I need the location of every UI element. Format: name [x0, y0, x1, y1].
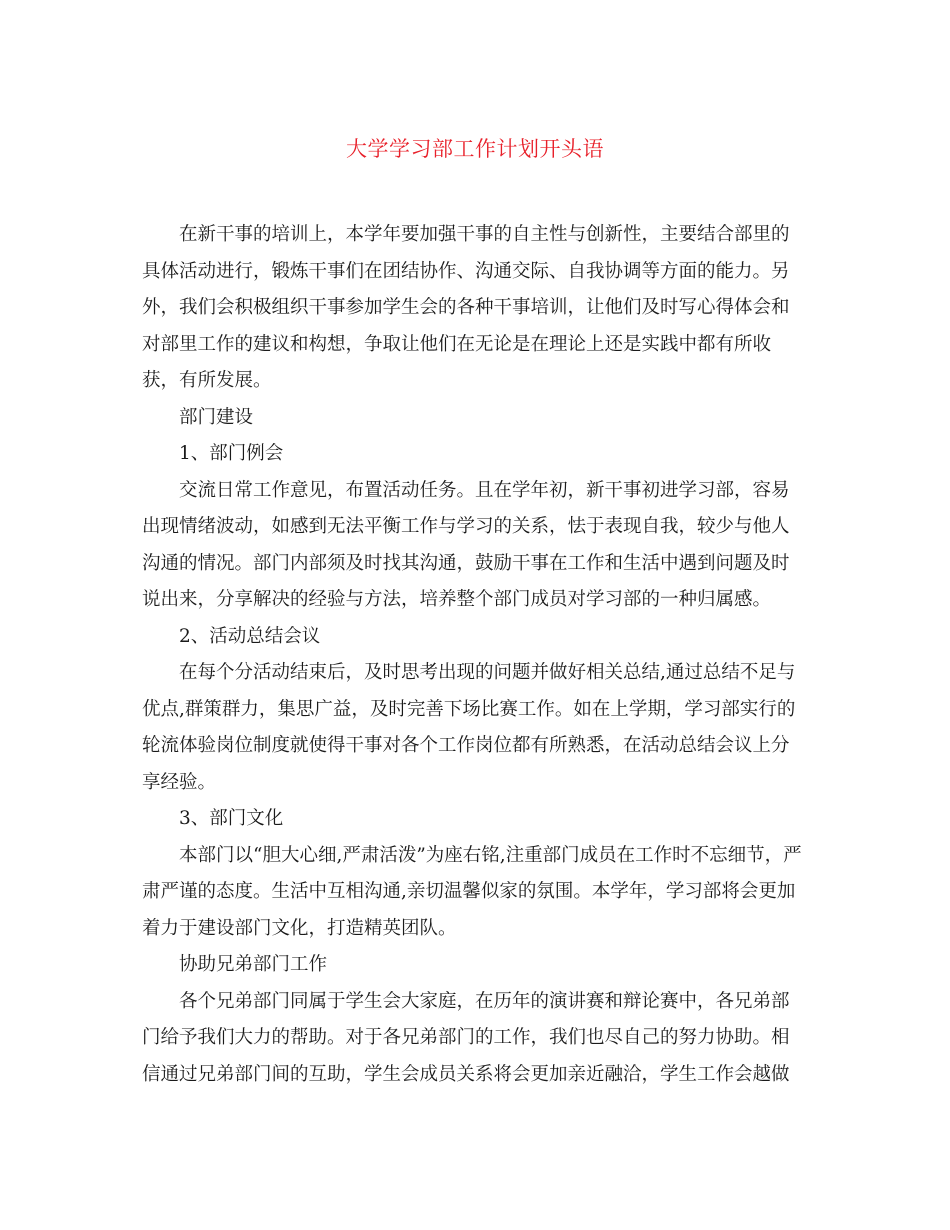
paragraph-activity-summary-meeting: 在每个分活动结束后，及时思考出现的问题并做好相关总结,通过总结不足与优点,群策群力，集思广益，及时完善下场比赛工作。如在上学期，学习部实行的轮流体验岗位制度就使得干事对各个工作岗位都有所熟悉，在活动总结会议上分享经验。: [142, 662, 796, 793]
subheading-department-culture: 3、部门文化: [179, 808, 284, 829]
section-heading-department-building: 部门建设: [179, 406, 254, 428]
subheading-activity-summary-meeting: 2、活动总结会议: [179, 625, 321, 647]
section-heading-assist-departments: 协助兄弟部门工作: [179, 954, 328, 975]
paragraph-training: 在新干事的培训上，本学年要加强干事的自主性与创新性，主要结合部里的具体活动进行，锻炼干事们在团结协作、沟通交际、自我协调等方面的能力。另外，我们会积极组织干事参加学生会的各种干事培训，让他们及时写心得体会和对部里工作的建议和构想，争取让他们在无论是在理论上还是实践中都有所收获，有所发展。: [142, 224, 790, 391]
document-title: 大学学习部工作计划开头语: [346, 137, 604, 161]
paragraph-department-culture: 本部门以“胆大心细,严肃活泼”为座右铭,注重部门成员在工作时不忘细节，严肃严谨的态度。生活中互相沟通,亲切温馨似家的氛围。本学年，学习部将会更加着力于建设部门文化，打造精英团队。: [142, 844, 802, 939]
paragraph-assist-departments: 各个兄弟部门同属于学生会大家庭，在历年的演讲赛和辩论赛中，各兄弟部门给予我们大力的帮助。对于各兄弟部门的工作，我们也尽自己的努力协助。相信通过兄弟部门间的互助，学生会成员关系将会更加亲近融洽，学生工作会越做: [142, 990, 790, 1085]
document-body: [142, 217, 806, 1093]
subheading-department-meeting: 1、部门例会: [179, 443, 284, 464]
paragraph-department-meeting: 交流日常工作意见，布置活动任务。且在学年初，新干事初进学习部，容易出现情绪波动，如感到无法平衡工作与学习的关系，怯于表现自我，较少与他人沟通的情况。部门内部须及时找其沟通，鼓励干事在工作和生活中遇到问题及时说出来，分享解决的经验与方法，培养整个部门成员对学习部的一种归属感。: [142, 479, 790, 610]
